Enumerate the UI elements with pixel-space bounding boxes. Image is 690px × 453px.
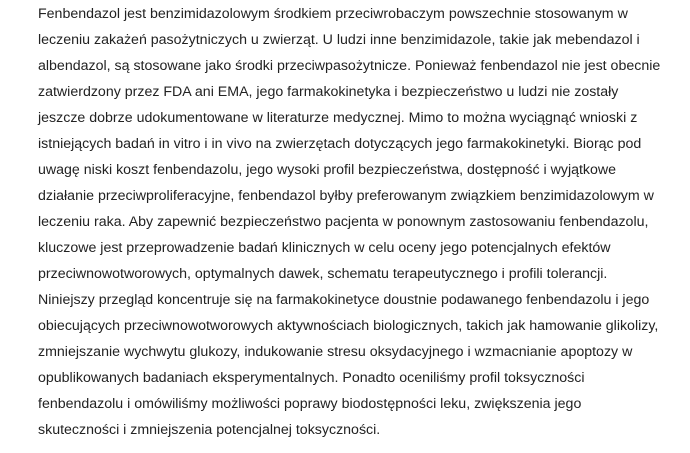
text-line: leczeniu zakażeń pasożytniczych u zwierząt. U ludzi inne benzimidazole, takie jak mebendazol i [38, 32, 640, 48]
text-line: zmniejszanie wychwytu glukozy, indukowanie stresu oksydacyjnego i wzmacnianie apoptozy w [38, 344, 633, 360]
text-line: opublikowanych badaniach eksperymentalnych. Ponadto oceniliśmy profil toksyczności [38, 370, 585, 386]
text-line: zatwierdzony przez FDA ani EMA, jego farmakokinetyka i bezpieczeństwo u ludzi nie zostały [38, 84, 619, 100]
text-line: istniejących badań in vitro i in vivo na zwierzętach dotyczących jego farmakokinetyki. Biorąc pod [38, 136, 642, 152]
text-line: leczeniu raka. Aby zapewnić bezpieczeństwo pacjenta w ponownym zastosowaniu fenbendazolu, [38, 214, 649, 230]
text-line: uwagę niski koszt fenbendazolu, jego wysoki profil bezpieczeństwa, dostępność i wyjątkowe [38, 162, 617, 178]
text-line: działanie przeciwproliferacyjne, fenbendazol byłby preferowanym związkiem benzimidazolowym w [38, 188, 654, 204]
text-line: Fenbendazol jest benzimidazolowym środkiem przeciwrobaczym powszechnie stosowanym w [38, 6, 628, 22]
text-line: jeszcze dobrze udokumentowane w literaturze medycznej. Mimo to można wyciągnąć wnioski z [38, 110, 638, 126]
text-line: Niniejszy przegląd koncentruje się na farmakokinetyce doustnie podawanego fenbendazolu i jego [38, 292, 650, 308]
text-line: fenbendazolu i omówiliśmy możliwości poprawy biodostępności leku, zwiększenia jego [38, 396, 582, 412]
text-line: obiecujących przeciwnowotworowych aktywnościach biologicznych, takich jak hamowanie glikolizy, [38, 318, 659, 334]
text-line: albendazol, są stosowane jako środki przeciwpasożytnicze. Ponieważ fenbendazol nie jest obecnie [38, 58, 661, 74]
text-line: przeciwnowotworowych, optymalnych dawek, schematu terapeutycznego i profili tolerancji. [38, 266, 608, 282]
text-line: skuteczności i zmniejszenia potencjalnej toksyczności. [38, 422, 381, 438]
text-line: kluczowe jest przeprowadzenie badań klinicznych w celu oceny jego potencjalnych efektów [38, 240, 611, 256]
